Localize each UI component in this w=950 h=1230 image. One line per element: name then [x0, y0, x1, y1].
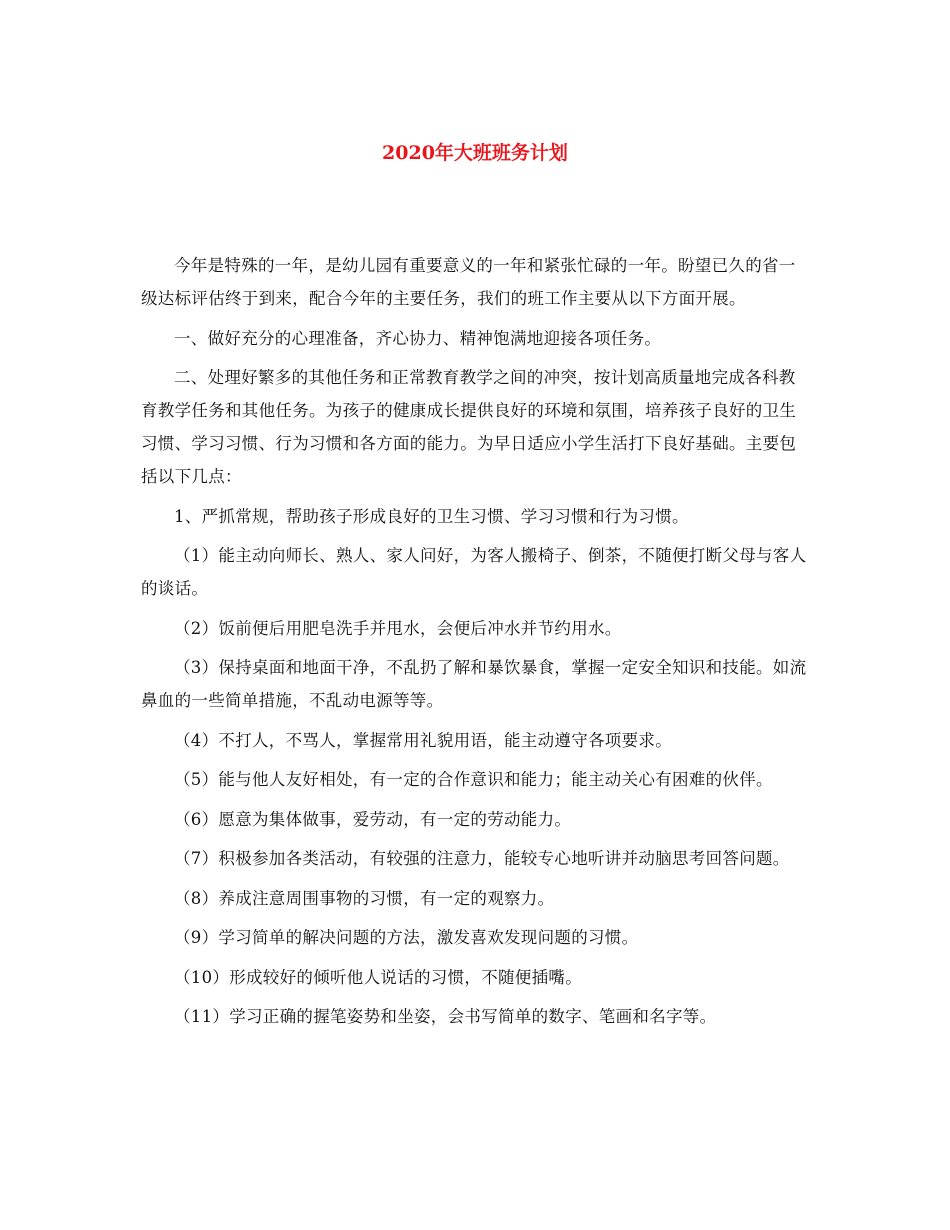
document-body — [141, 249, 811, 1040]
paragraph-subitem-11: （11）学习正确的握笔姿势和坐姿，会书写简单的数字、笔画和名字等。 — [174, 1007, 717, 1026]
paragraph-subitem-1: （1）能主动向师长、熟人、家人问好，为客人搬椅子、倒茶，不随便打断父母与客人的谈话。 — [141, 546, 807, 598]
paragraph-subitem-8: （8）养成注意周围事物的习惯，有一定的观察力。 — [174, 888, 555, 908]
paragraph-subitem-3: （3）保持桌面和地面干净，不乱扔了解和暴饮暴食，掌握一定安全知识和技能。如流鼻血的一些简单措施，不乱动电源等等。 — [141, 658, 807, 710]
paragraph-subitem-9: （9）学习简单的解决问题的方法，激发喜欢发现问题的习惯。 — [174, 928, 639, 947]
paragraph-item-1: 1、严抓常规，帮助孩子形成良好的卫生习惯、学习习惯和行为习惯。 — [174, 506, 689, 526]
paragraph-section-2: 二、处理好繁多的其他任务和正常教育教学之间的冲突，按计划高质量地完成各科教育教学任务和其他任务。为孩子的健康成长提供良好的环境和氛围，培养孩子良好的卫生习惯、学习习惯、行为习惯和各方面的能力。为早日适应小学生活打下良好基础。主要包括以下几点： — [141, 368, 797, 486]
paragraph-subitem-10: （10）形成较好的倾听他人说话的习惯，不随便插嘴。 — [174, 967, 582, 987]
paragraph-intro: 今年是特殊的一年，是幼儿园有重要意义的一年和紧张忙碌的一年。盼望已久的省一级达标评估终于到来，配合今年的主要任务，我们的班工作主要从以下方面开展。 — [141, 256, 796, 308]
paragraph-subitem-7: （7）积极参加各类活动，有较强的注意力，能较专心地听讲并动脑思考回答问题。 — [174, 849, 790, 868]
paragraph-subitem-6: （6）愿意为集体做事，爱劳动，有一定的劳动能力。 — [174, 809, 572, 829]
paragraph-subitem-2: （2）饭前便后用肥皂洗手并甩水，会便后冲水并节约用水。 — [174, 618, 622, 638]
paragraph-subitem-5: （5）能与他人友好相处，有一定的合作意识和能力；能主动关心有困难的伙伴。 — [174, 770, 773, 789]
document-title: 2020年大班班务计划 — [382, 142, 568, 164]
paragraph-section-1: 一、做好充分的心理准备，齐心协力、精神饱满地迎接各项任务。 — [174, 328, 662, 348]
paragraph-subitem-4: （4）不打人，不骂人，掌握常用礼貌用语，能主动遵守各项要求。 — [174, 730, 672, 750]
